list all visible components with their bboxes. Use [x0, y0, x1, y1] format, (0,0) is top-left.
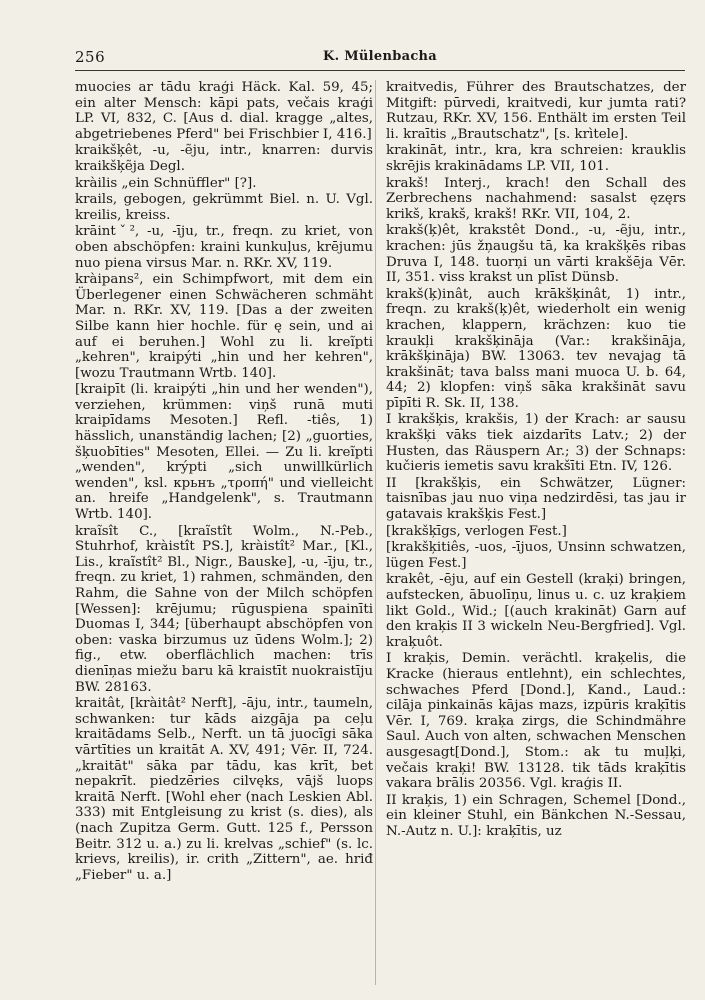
entry-krakskigs: [krakšķīgs, verlogen Fest.]: [386, 523, 567, 539]
entry-kraisit: kraĩsît C., [kraĩstît Wolm., N.-Peb., Stuhrhof, kràistît PS.], kràistît² Mar., [Kl., Lis., kraĩstît² Bl., Nigr., Bauske], -u, -īju, tr., freqn. zu kriet, 1) rahmen, schmänden, den Rahm, die Sahne von der Milch schöpfen [Wessen]: krējumu; rūguspiena spainīti Duomas I, 344; [überhaupt abschöpfen von oben: vaska birzumus uz ūdens Wolm.]; 2) fig., etw. oberflächlich machen: trīs dienīņas miežu baru kā kraistīt nuokraistīju BW. 28163.: [75, 523, 373, 695]
column-divider: [375, 80, 376, 985]
entry-kraipans: kràipans², ein Schimpfwort, mit dem ein Überlegener einen Schwächeren schmäht Mar. n. RKr. XV, 119. [Das a der zweiten Silbe kann hier hochle. für ę sein, und ai auf ei beruhen.] Wohl zu li. kreĩpti „kehren", kraipýti „hin und her kehren", [wozu Trautmann Wrtb. 140].: [75, 272, 373, 381]
page-header: [75, 46, 685, 71]
entry-kraksket: krakš(ķ)êt, krakstêt Dond., -u, -ẽju, intr., krachen: jūs žņaugšu tā, ka krakšķēs ribas Druva I, 148. tuorņi un vārti krakšēja Vēr. II, 351. viss krakst un plīst Dünsb.: [386, 223, 686, 286]
entry-kraipit: [kraipīt (li. kraipýti „hin und her wenden"), verziehen, krümmen: viņš runā muti kraipīdams Mesoten.] Refl. -tiês, 1) hässlich, unanständig lachen; [2) „guorties, šķuobīties" Mesoten, Ellei. — Zu li. kreĩpti „wenden", krýpti „sich unwillkürlich wenden", ksl. крьнъ „τροπή" und vielleicht an. hreife „Handgelenk", s. Trautmann Wrtb. 140].: [75, 382, 373, 523]
entry-krakis-2: II kraķis, 1) ein Schragen, Schemel [Dond., ein kleiner Stuhl, ein Bänkchen N.-Sessau, N.-Autz n. U.]: kraķītis, uz: [386, 792, 686, 839]
entry-krakskis-1: I krakšķis, krakšis, 1) der Krach: ar sausu krakšķi vāks tiek aizdarīts Latv.; 2) der Husten, das Räuspern Ar.; 3) der Schnaps: kučieris iemetis savu krakšīti Etn. IV, 126.: [386, 412, 686, 475]
left-column: [75, 80, 373, 985]
running-title: K. Mülenbacha: [322, 49, 438, 64]
entry-kraitat: kraitât, [kràitât² Nerft], -āju, intr., taumeln, schwanken: tur kāds aizgāja pa ceļu kraitādams Selb., Nerft. un tā juocīgi sāka vārtīties un kraitāt A. XV, 491; Vēr. II, 724. „kraitāt" sāka par tādu, kas krīt, bet nepakrīt. piedzēries cilvęks, vājš luops kraitā Nerft. [Wohl eher (nach Leskien Abl. 333) mit Entgleisung zu krist (s. dies), als (nach Zupitza Germ. Gutt. 125 f., Persson Beitr. 312 u. a.) zu li. krelvas „schief" (s. lc. krievs, kreilis), ir. crith „Zittern", ae. hriđ „Fieber" u. a.]: [75, 696, 373, 883]
entry-kraks-interj: krakš! Interj., krach! den Schall des Zerbrechens nachahmend: sasalst ęzęrs krikš, krakš, krakš! RKr. VII, 104, 2.: [386, 175, 686, 222]
entry-krakskities: [krakšķitiês, -uos, -ījuos, Unsinn schwatzen, lügen Fest.]: [386, 540, 686, 571]
entry-krakskis-2: II [krakšķis, ein Schwätzer, Lügner: taisnības jau nuo viņa nedzirdēsi, tas jau ir gatavais krakšķis Fest.]: [386, 475, 686, 523]
entry-krails: krails, gebogen, gekrümmt Biel. n. U. Vgl. kreilis, kreiss.: [75, 192, 373, 223]
entry-krailis-schnueffler: kràilis „ein Schnüffler" [?].: [75, 175, 257, 191]
entry-kraksinat: krakš(ķ)inât, auch krākšķinât, 1) intr., freqn. zu krakš(ķ)êt, wiederholt ein wenig krachen, klappern, krächzen: kuo tie kraukļi krakšķināja (Var.: krakšināja, krākšķināja) BW. 13063. tev nevajag tā krakšināt; tava balss mani muoca U. b. 64, 44; 2) klopfen: viņš sāka krakšināt savu pīpīti R. Sk. II, 138.: [386, 286, 686, 411]
entry-kraitvedis: kraitvedis, Führer des Brautschatzes, der Mitgift: pūrvedi, kraitvedi, kur jumta rati? Rutzau, RKr. XV, 156. Enthält im ersten Teil li. kraītis „Brautschatz", [s. krìtele].: [386, 80, 686, 142]
entry-krakis-1: I kraķis, Demin. verächtl. kraķelis, die Kracke (hieraus entlehnt), ein schlechtes, schwaches Pferd [Dond.], Kand., Laud.: cilāja pinkainās kājas mazs, izpūris kraķītis Vēr. I, 769. kraķa zirgs, die Schindmähre Saul. Auch von alten, schwachen Menschen ausgesagt[Dond.], Stom.: ak tu muļķi, večais kraķi! BW. 13128. tik tāds kraķītis vakara brālis 20356. Vgl. kraģis II.: [386, 651, 686, 792]
entry-kraket: krakêt, -ēju, auf ein Gestell (kraķi) bringen, aufstecken, ābuolīņu, linus u. c. uz kraķiem likt Gold., Wid.; [(auch krakināt) Garn auf den kraķis II 3 wickeln Neu-Bergfried]. Vgl. kraķuôt.: [386, 572, 686, 650]
entry-kragis-cont: muocies ar tādu kraģi Häck. Kal. 59, 45; ein alter Mensch: kāpi pats, večais kraģi LP. VI, 832, C. [Aus d. dial. kragge „altes, abgetriebenes Pferd" bei Frischbier I, 416.]: [75, 80, 373, 142]
page-number: 256: [75, 48, 106, 66]
entry-kraikskset: kraikšķêt, -u, -ẽju, intr., knarren: durvis kraikšķẽja Degl.: [75, 143, 373, 174]
right-column: [386, 80, 686, 985]
entry-krakinat: krakināt, intr., kra, kra schreien: krauklis skrējis krakinādams LP. VII, 101.: [386, 143, 686, 174]
entry-kraint: krāintˇ², -u, -īju, tr., freqn. zu kriet, von oben abschöpfen: kraini kunkuļus, krējumu nuo piena virsus Mar. n. RKr. XV, 119.: [75, 224, 373, 271]
